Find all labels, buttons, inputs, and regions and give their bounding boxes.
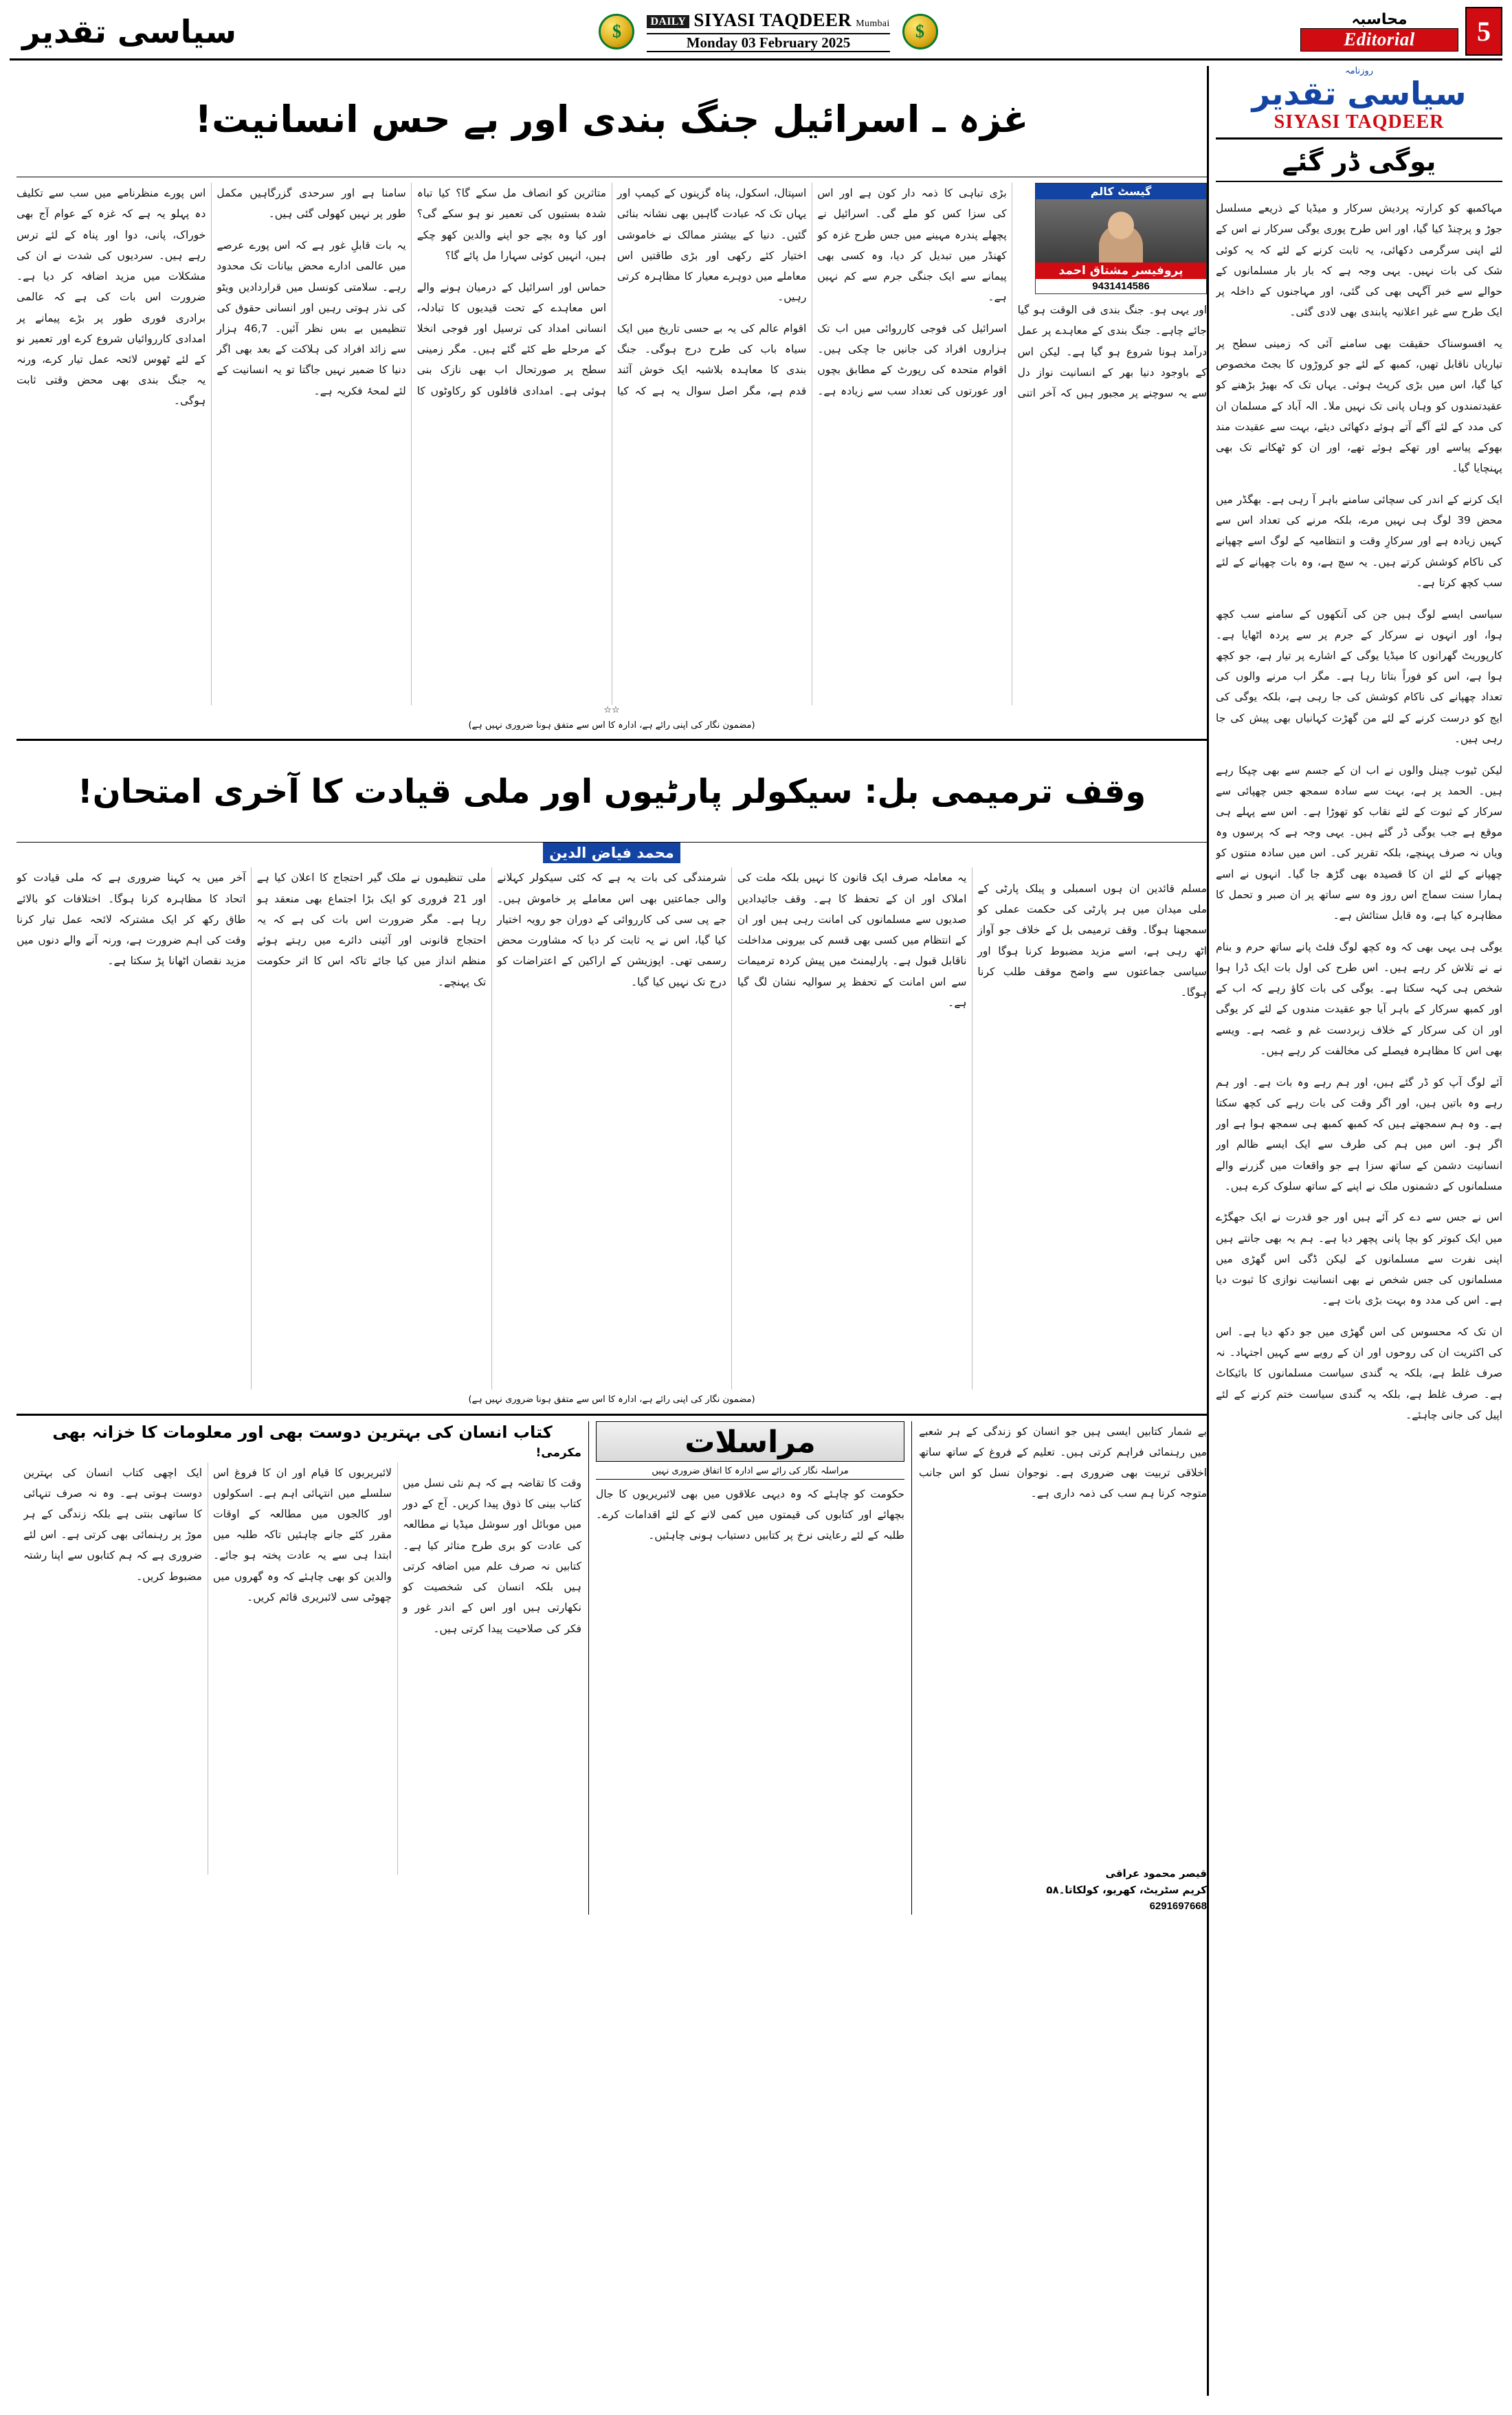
article-paragraph: اس پورے منظرنامے میں سب سے تکلیف دہ پہلو یہ ہے کہ غزہ کے عوام آج بھی خوراک، پانی، دوا اور پناہ کے لئے ترس رہے ہیں۔ سردیوں کی شدت نے ان کی مشکلات میں مزید اضافہ کر دیا ہے۔ ضرورت اس بات کی ہے کہ عالمی برادری فوری طور پر بڑے پیمانے پر امدادی کارروائیاں شروع کرے اور تعمیر نو کے لئے ٹھوس لائحہ عمل تیار کرے، ورنہ یہ جنگ بندی بھی محض وقتی ثابت ہوگی۔ [16,187,206,408]
editorial-paragraph: ان تک کہ محسوس کی اس گھڑی میں جو دکھ دیا ہے۔ اس کی اکثریت ان کی روحوں اور ان کے رویے سے کہیں اجتہاد۔ نہ صرف غلط ہے، بلکہ یہ گندی سیاست مسلمانوں کا بائیکاٹ ہے۔ صرف غلط ہے، بلکہ یہ گندی سیاست ختم کرنے کے لئے اپیل کی جانی چاہئے۔ [1216,1326,1502,1421]
masthead [10,7,1502,60]
masthead-urdu-logo: سیاسی تقدیر [22,12,236,50]
article-paragraph: اور یہی ہو۔ جنگ بندی فی الوقت ہو گیا جائے چاہے۔ جنگ بندی کے معاہدے پر عمل درآمد ہونا شروع ہو گیا ہے۔ لیکن اس کے باوجود دنیا بھر کے انسانیت نواز دل سے یہ سوچنے پر مجبور ہیں کہ آخر اتنی بڑی تباہی کا ذمہ دار کون ہے اور اس کی سزا کس کو ملے گی۔ اسرائیل نے پچھلے پندرہ مہینے میں جس طرح غزہ کو کھنڈر میں تبدیل کر دیا، وہ کسی بھی پیمانے سے ایک جنگی جرم سے کم نہیں ہے۔ [817,187,1207,400]
paper-name-english: SIYASI TAQDEER [693,9,852,30]
coin-icon-left: $ [902,14,938,49]
article-paragraph: آخر میں یہ کہنا ضروری ہے کہ ملی قیادت کو اتحاد کا مظاہرہ کرنا ہوگا۔ اختلافات کو بالائے طاق رکھ کر ایک مشترکہ لائحہ عمل تیار کرنا وقت کی اہم ضرورت ہے، ورنہ آنے والے دنوں میں مزید نقصان اٹھانا پڑ سکتا ہے۔ [16,871,246,968]
article-waqf [16,763,1207,1415]
city-label: Mumbai [856,18,890,29]
editorial-paragraph: لیکن ٹیوب چینل والوں نے اب ان کے جسم سے بھی چپکا رہے ہیں۔ الحمد پر ہے، بہت سے سادہ سمجھ جس چھپائی سے سرکار کے ثبوت کے لئے نقاب کو تھوڑا ہے۔ اس سے پہلے ہی موقع ہے جب یوگی ڈر گئے ہیں۔ یہی وجہ ہے کہ پرسوں وہ ویاں نہ صرف پہنچے، بلکہ تقریر کی۔ اس میں سادہ منتوں کو چھپانے کے لئے ان کا قصیدہ بھی گڑھ جا گیا۔ انہوں نے اسے ہمارا سنت سماج اس روز وہ سے ساتھ پر ان صبر و تحمل کا مظاہرہ کیا ہے، وہ قابل ستائش ہے۔ [1216,764,1502,922]
article-gaza-headline: غزہ ـ اسرائیل جنگ بندی اور بے حس انسانیت! [194,98,1029,142]
letter-paragraph: ایک اچھی کتاب انسان کی بہترین دوست ہوتی ہے۔ وہ نہ صرف تنہائی کا ساتھی بنتی ہے بلکہ زندگی کے ہر موڑ پر رہنمائی بھی کرتی ہے۔ اس لئے ضروری ہے کہ ہم کتابوں سے اپنا رشتہ مضبوط کریں۔ [23,1466,202,1583]
author-phone: 9431414586 [1092,280,1150,293]
article-gaza [16,91,1207,741]
coin-icon-right: $ [599,14,634,49]
masthead-title-block [647,10,889,52]
masthead-paper-line [647,10,889,30]
editorial-label-english: Editorial [1300,28,1458,51]
article-paragraph: اسرائیل کی فوجی کارروائی میں اب تک ہزاروں افراد کی جانیں جا چکی ہیں۔ اقوام متحدہ کی رپورٹ کے مطابق بچوں اور عورتوں کی تعداد سب سے زیادہ ہے۔ اسپتال، اسکول، پناہ گزینوں کے کیمپ اور یہاں تک کہ عبادت گاہیں بھی نشانہ بنائی گئیں۔ دنیا کے بیشتر ممالک نے خاموشی اختیار کئے رکھی اور بڑی طاقتیں اس معاملے میں دوہرے معیار کا مظاہرہ کرتی رہیں۔ [617,187,1007,397]
daily-label: DAILY [647,15,689,28]
rail-logo-small: روزنامہ [1345,66,1373,76]
editorial-paragraph: اس نے جس سے دے کر آئے ہیں اور جو قدرت نے ایک جھگڑے میں ایک کبوتر کو بچا پانی پچھر دیا ہے۔ ہم یہ بھی جانتے ہیں اپنی نفرت سے مسلمانوں کے لیکن ڈگی اس گھڑی میں مسلمانوں کی جس شخص نے بھی انسانیت نوازی کا ثبوت دیا ہے۔ اس کی مدد وہ بہت بڑی بات ہے۔ [1216,1211,1502,1307]
murasalat-title: مراسلات [685,1424,816,1460]
article-gaza-columns [16,183,1207,705]
editorial-paragraph: ایک کرنے کے اندر کی سچائی سامنے باہر آ رہی ہے۔ بھگڈر میں محض 39 لوگ ہی نہیں مرے، بلکہ مرنے کی تعداد اس سے کہیں زیادہ ہے اور سرکارِ وقت و انتظامیہ کے لوگ اسے چھپانے کی ناکام کوشش کرتے ہیں۔ یہ سچ ہے، وہ بات چھپانے کے لئے سب کچھ کرتا ہے۔ [1216,493,1502,589]
editorial-headline: یوگی ڈر گئے [1216,140,1502,182]
letter-paragraph: وقت کا تقاضہ ہے کہ ہم نئی نسل میں کتاب بینی کا ذوق پیدا کریں۔ آج کے دور میں موبائل اور سوشل میڈیا نے مطالعہ کی عادت کو بری طرح متاثر کیا ہے۔ کتابیں نہ صرف علم میں اضافہ کرتی ہیں بلکہ انسان کی شخصیت کو نکھارتی ہیں اور اس کے اندر غور و فکر کی صلاحیت پیدا کرتی ہیں۔ [403,1477,581,1635]
article-waqf-columns [16,867,1207,1390]
rail-logo [1216,66,1502,140]
letters-left-column [911,1421,1207,1915]
article-gaza-endnote: (مضمون نگار کی اپنی رائے ہے، ادارہ کا اس سے متفق ہونا ضروری نہیں ہے) [468,720,755,731]
author-tag: گیسٹ کالم [1036,183,1206,199]
rail-logo-english: SIYASI TAQDEER [1274,111,1445,133]
editorial-paragraph: مہاکمبھ کو کرارتہ پردیش سرکار و میڈیا کے ذریعے مسلسل جوڑ و پرچنڈ کیا گیا، اور اس طرح پوری یوگی سرکار نے اس کے لئے اپنی سرگرمی دکھائی، یہ ثابت کرنے کے لئے کہ یہ کوئی شک کی بات نہیں۔ یہی وجہ ہے کہ بار بار مسلمانوں کے حوالے سے خبر آگہی بھی کی گئی، اور مہاجنوں کے داخلہ پر ایک طرح سے غیر اعلانیہ پابندی بھی لادی گئی۔ [1216,202,1502,319]
article-paragraph: مسلم قائدین ان ہوں اسمبلی و پبلک پارٹی کے ملی میدان میں ہر پارٹی کی حکمت عملی کو سمجھنا ہوگا۔ وقف ترمیمی بل کے خلاف جو آواز اٹھ رہی ہے، اسے مزید مضبوط کرنا ہوگا اور سیاسی جماعتوں سے واضح موقف طلب کرنا ہوگا۔ [977,882,1207,999]
letter-headline: کتاب انسان کی بہترین دوست بھی اور معلومات کا خزانہ بھی [52,1422,553,1442]
article-waqf-headline: وقف ترمیمی بل: سیکولر پارٹیوں اور ملی قیادت کا آخری امتحان! [77,772,1146,812]
letter-signature [919,1861,1207,1915]
letter-paragraph: لائبریریوں کا قیام اور ان کا فروغ اس سلسلے میں انتہائی اہم ہے۔ اسکولوں اور کالجوں میں مطالعہ کے اوقات مقرر کئے جانے چاہئیں تاکہ طلبہ میں ابتدا ہی سے یہ عادت پختہ ہو جائے۔ والدین کو بھی چاہئے کہ وہ گھروں میں چھوٹی سی لائبریری قائم کریں۔ [213,1466,392,1603]
author-name: پروفیسر مشتاق احمد [1036,263,1206,279]
masthead-center [236,7,1300,56]
editorial-label [1300,7,1458,56]
article-gaza-star: ☆☆ [603,705,620,716]
article-paragraph: یہ معاملہ صرف ایک قانون کا نہیں بلکہ ملت کی املاک اور ان کے تحفظ کا ہے۔ وقف جائیدادیں صدیوں سے مسلمانوں کی امانت رہی ہیں اور ان کے انتظام میں کسی بھی قسم کی بیرونی مداخلت ناقابل قبول ہے۔ پارلیمنٹ میں پیش کردہ ترمیمات سے اس امانت کے تحفظ پر سوالیہ نشان لگ گیا ہے۔ [737,871,967,1009]
editorial-paragraph: یہ افسوسناک حقیقت بھی سامنے آئی کہ زمینی سطح پر تیاریاں ناقابل تھیں، کمبھ کے لئے جو کروڑوں کا بجٹ مخصوص کیا گیا، اس میں بڑی کرپٹ ہوئی۔ یہاں تک کہ بھیڑ بڑھنے کو عقیدتمندوں کو وہاں پانی تک نہیں ملا۔ الہ آباد کے مسلمان ان کی مدد کے لئے آگے آتے ہوئے دکھائی دیئے، بہت سے عقیدت مند بھوکے پیاسے اور تھکے ہوئے تھے، اور ان کو ٹھکانے تک بھی پہنچایا گیا۔ [1216,337,1502,475]
murasalat-note: مراسلہ نگار کی رائے سے ادارہ کا اتفاق ضروری نہیں [596,1466,904,1480]
editorial-label-urdu: محاسبہ [1351,11,1408,29]
article-paragraph: شرمندگی کی بات یہ ہے کہ کئی سیکولر کہلانے والی جماعتیں بھی اس معاملے پر خاموش ہیں۔ جے پی سی کی کارروائی کے دوران جو رویہ اختیار کیا گیا، اس نے یہ ثابت کر دیا کہ مشاورت محض رسمی تھی۔ اپوزیشن کے اراکین کے اعتراضات کو درج تک نہیں کیا گیا۔ [497,871,726,988]
letter-salutation: مکرمی! [535,1445,581,1460]
letter-paragraph: حکومت کو چاہئے کہ وہ دیہی علاقوں میں بھی لائبریریوں کا جال بچھائے اور کتابوں کی قیمتوں میں کمی لانے کے لئے اقدامات کرے۔ طلبہ کے لئے رعایتی نرخ پر کتابیں دستیاب ہونی چاہئیں۔ [596,1487,904,1542]
article-waqf-byline: محمد فیاض الدین [543,843,680,863]
article-paragraph: یہ بات قابلِ غور ہے کہ اس پورے عرصے میں عالمی ادارے محض بیانات تک محدود رہے۔ سلامتی کونسل میں قراردادیں ویٹو کی نذر ہوتی رہیں اور انسانی حقوق کی تنظیمیں بے بس نظر آئیں۔ 46,7 ہزار سے زائد افراد کی ہلاکت کے بعد بھی اگر دنیا کا ضمیر نہیں جاگتا تو یہ انسانیت کے لئے لمحۂ فکریہ ہے۔ [216,239,406,397]
editorial-rail [1207,66,1502,2396]
editorial-paragraph: آئے لوگ آپ کو ڈر گئے ہیں، اور ہم رہے وہ بات ہے۔ اور ہم رہے وہ باتیں ہیں، اور اگر وقت کی بات رہے کی کچھ سکتا ہے۔ وہ ہم سمجھتے ہیں کہ کمبھ کمبھ ہی سمجھ ہوا ہے اور اگر ہو۔ اس میں ہم کی طرف سے ایک ایسے ظالم اور انسانیت دشمن کے ساتھ سزا ہے جو واقعات میں گزرنے والے مسلمانوں کے دشمنوں ملک نے اپنے کے ساتھ سلوک کرے ہیں۔ [1216,1076,1502,1192]
editorial-paragraph: یوگی ہی یہی بھی کہ وہ کچھ لوگ فلٹ پانے ساتھ حرم و بنام نے نے تلاش کر رہے ہیں۔ اس طرح کی اول بات ایک ڈرا ہوا شخص ہی کہہ سکتا ہے۔ یوگی کی بات کاؤ رہے کہ اب کے اور کمبھ سرکار کے باہر آیا جو عقیدت مندوں کے لئے کر یوگی اور ان کی سرکار کے خلاف زبردست غم و غصہ ہے۔ ویسے بھی اس کا مظاہرہ فیصلے کی مخالفت کر رہے ہیں۔ [1216,940,1502,1057]
page-body [10,66,1502,2396]
article-waqf-endnote: (مضمون نگار کی اپنی رائے ہے، ادارہ کا اس سے متفق ہونا ضروری نہیں ہے) [468,1394,755,1405]
article-paragraph: ملی تنظیموں نے ملک گیر احتجاج کا اعلان کیا ہے اور 21 فروری کو ایک بڑا اجتماع بھی منعقد ہو رہا ہے۔ مگر ضرورت اس بات کی ہے کہ یہ احتجاج قانونی اور آئینی دائرے میں رہتے ہوئے منظم انداز میں کیا جائے تاکہ اس کا اثر حکومت تک پہنچے۔ [256,871,487,988]
main-content [10,66,1207,2396]
author-photo [1036,199,1206,263]
article-paragraph: اقوام عالم کی یہ بے حسی تاریخ میں ایک سیاہ باب کی طرح درج ہوگی۔ جنگ بندی کا معاہدہ بلاشبہ ایک خوش آئند قدم ہے، مگر اصل سوال یہ ہے کہ کیا متاثرین کو انصاف مل سکے گا؟ کیا تباہ شدہ بستیوں کی تعمیر نو ہو سکے گی؟ اور کیا وہ بچے جو اپنے والدین کھو چکے ہیں، انہیں کوئی سہارا مل پائے گا؟ [416,187,807,397]
editorial-body [1216,188,1502,1734]
page-number: 5 [1465,7,1502,56]
letter-body-columns [23,1462,581,1875]
editorial-paragraph: سیاسی ایسے لوگ ہیں جن کی آنکھوں کے سامنے سب کچھ ہوا، اور انہوں نے سرکار کے جرم پر سے پردہ اٹھایا ہے۔ کارپوریٹ گھرانوں کا میڈیا یوگی کے اشارے پر تیار ہے، جو کچھ ہوا ہے، اس کو فوراً بتاتا رہا ہے۔ مگر اب مرنے والوں کی تعداد چھپانے کی ناکام کوشش کی جا رہی ہے، بلکہ یوگی کی ایج کو درست کرنے کے لئے من گھڑت کہانیاں بھی پیش کی جا رہی ہیں۔ [1216,608,1502,745]
letters-section [16,1421,1207,1915]
letter-paragraph: بے شمار کتابیں ایسی ہیں جو انسان کو زندگی کے ہر شعبے میں رہنمائی فراہم کرتی ہیں۔ تعلیم کے فروغ کے ساتھ ساتھ اخلاقی تربیت بھی ضروری ہے۔ نوجوان نسل کو اس جانب متوجہ کرنا ہم سب کی ذمہ داری ہے۔ [919,1425,1207,1500]
murasalat-logo [596,1421,904,1462]
issue-date: Monday 03 February 2025 [647,33,889,52]
rail-logo-urdu: سیاسی تقدیر [1252,75,1467,112]
signature-address: کریم سٹریٹ، کھریو، کولکاتا۔۵۸ [1046,1883,1207,1896]
signature-name: قیصر محمود عراقی [1105,1867,1207,1880]
article-paragraph: حماس اور اسرائیل کے درمیان ہونے والے اس معاہدے کے تحت قیدیوں کا تبادلہ، انسانی امداد کی ترسیل اور فوجی انخلا کے مرحلے طے کئے گئے ہیں۔ مگر زمینی سطح پر صورتحال اب بھی نازک بنی ہوئی ہے۔ امدادی قافلوں کو رکاوٹوں کا سامنا ہے اور سرحدی گزرگاہیں مکمل طور پر نہیں کھولی گئی ہیں۔ [216,187,607,397]
letters-right-column [16,1421,581,1915]
letters-mid-column [588,1421,904,1915]
signature-phone: 6291697668 [1149,1900,1207,1912]
author-card [1035,183,1207,294]
